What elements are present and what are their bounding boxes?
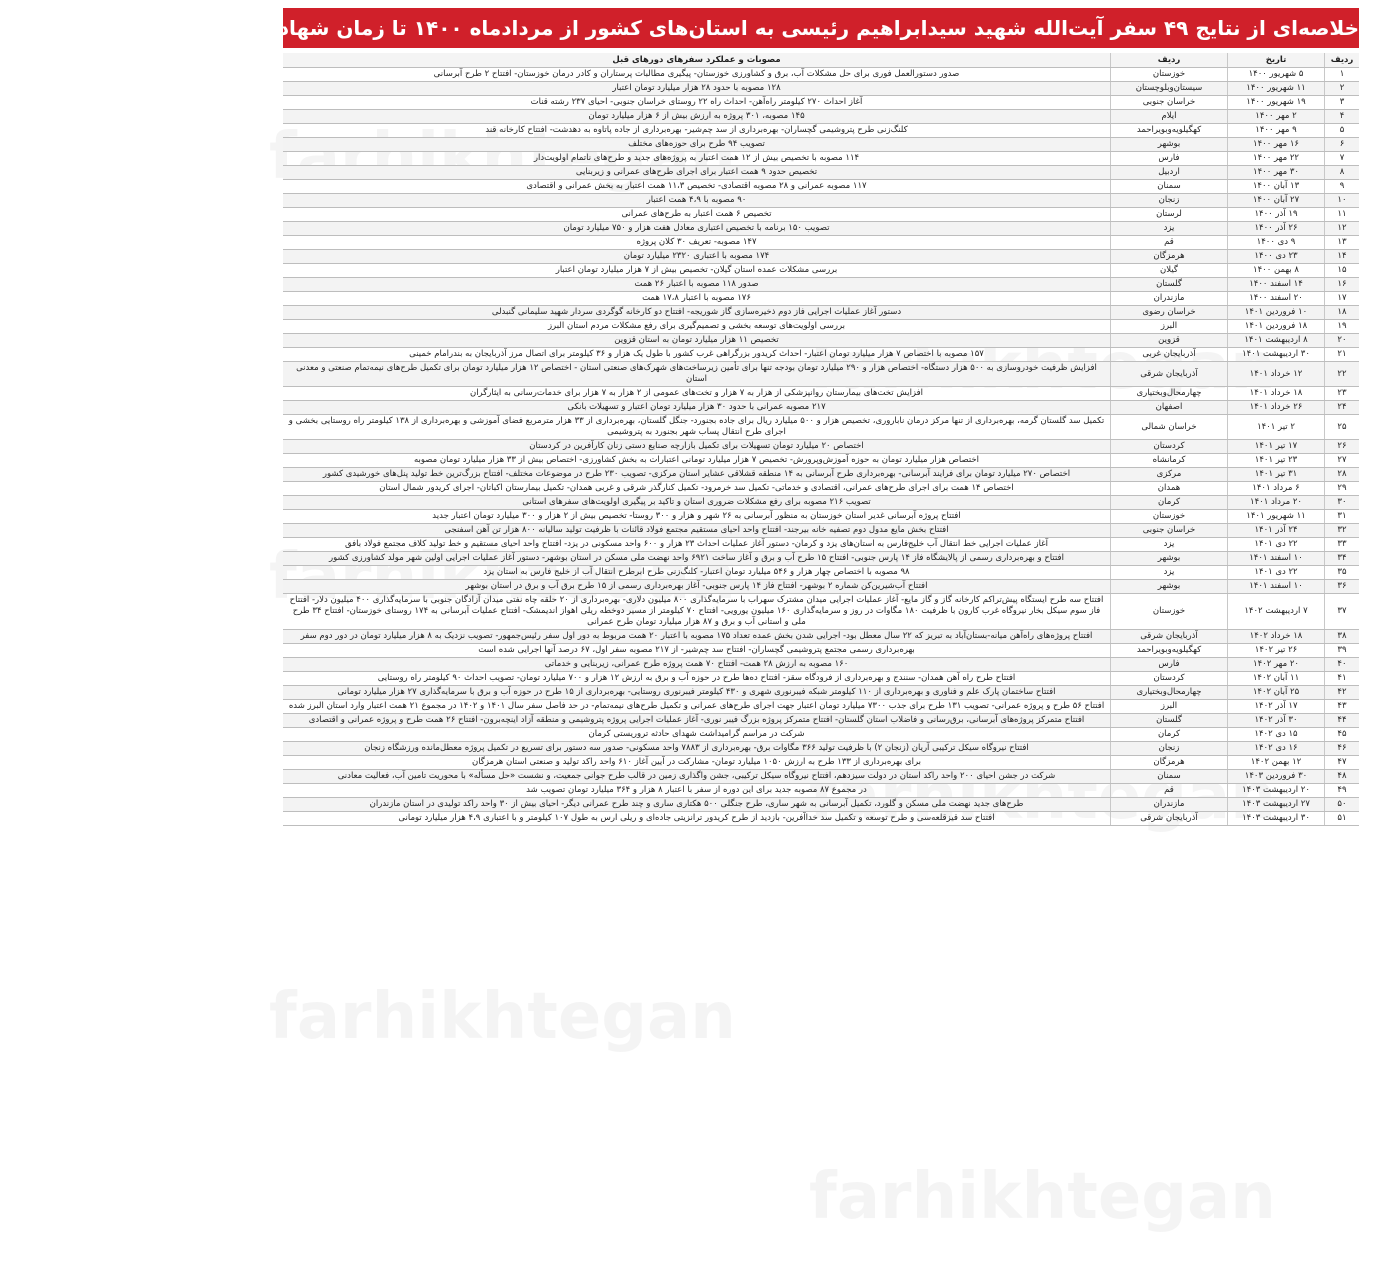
cell-description: افتتاح پروژه آبرسانی غدیر استان خوزستان به منظور آبرسانی به ۲۶ شهر و هزار و ۳۰۰ روستا- تخصیص بیش از ۲ هزار و ۳۰۰ میلیارد تومان اعتبار جدید xyxy=(283,510,1111,524)
cell-description: افتتاح نیروگاه سیکل ترکیبی آریان (زنجان ۲) با ظرفیت تولید ۳۶۶ مگاوات برق- بهره‌برداری از ۷۸۸۳ واحد مسکونی- صدور سه دستور برای تسریع در تکمیل پروژه معطل‌مانده ورزشگاه زنجان xyxy=(283,742,1111,756)
cell-idx: ۲۲ xyxy=(1325,362,1360,387)
cell-province: گیلان xyxy=(1111,264,1228,278)
table-row xyxy=(283,580,1359,594)
cell-date: ۲ مهر ۱۴۰۰ xyxy=(1228,110,1325,124)
cell-date: ۲ تیر ۱۴۰۱ xyxy=(1228,415,1325,440)
cell-province: خوزستان xyxy=(1111,68,1228,82)
cell-description: در مجموع ۸۷ مصوبه جدید برای این دوره از سفر با اعتبار ۸ هزار و ۳۶۴ میلیارد تومان تصویب شد xyxy=(283,784,1111,798)
cell-date: ۱۹ آذر ۱۴۰۰ xyxy=(1228,208,1325,222)
table-row xyxy=(283,454,1359,468)
cell-date: ۳۰ آذر ۱۴۰۲ xyxy=(1228,714,1325,728)
cell-description: افتتاح طرح راه آهن همدان- سنندج و بهره‌برداری از فرودگاه سقز- افتتاح ده‌ها طرح در حوزه آب و برق به ارزش ۱۲ هزار و ۷۰۰ میلیارد تومان- تصویب احداث ۹۰ کیلومتر راه روستایی xyxy=(283,672,1111,686)
table-row xyxy=(283,208,1359,222)
cell-date: ۱۷ تیر ۱۴۰۱ xyxy=(1228,440,1325,454)
table-row xyxy=(283,756,1359,770)
cell-idx: ۳۹ xyxy=(1325,644,1360,658)
cell-description: ۲۱۷ مصوبه عمرانی با حدود ۳۰ هزار میلیارد تومان اعتبار و تسهیلات بانکی xyxy=(283,401,1111,415)
table-row xyxy=(283,672,1359,686)
cell-province: مرکزی xyxy=(1111,468,1228,482)
cell-province: کردستان xyxy=(1111,672,1228,686)
cell-date: ۲۰ مهر ۱۴۰۲ xyxy=(1228,658,1325,672)
cell-description: بررسی اولویت‌های توسعه بخشی و تصمیم‌گیری برای رفع مشکلات مردم استان البرز xyxy=(283,320,1111,334)
cell-province: هرمزگان xyxy=(1111,756,1228,770)
cell-date: ۱۸ خرداد ۱۴۰۱ xyxy=(1228,387,1325,401)
cell-description: بررسی مشکلات عمده استان گیلان- تخصیص بیش از ۷ هزار میلیارد تومان اعتبار xyxy=(283,264,1111,278)
cell-idx: ۳۸ xyxy=(1325,630,1360,644)
watermark xyxy=(269,980,736,1054)
cell-description: صدور ۱۱۸ مصوبه با اعتبار ۲۶ همت xyxy=(283,278,1111,292)
cell-date: ۸ بهمن ۱۴۰۰ xyxy=(1228,264,1325,278)
cell-date: ۳۱ تیر ۱۴۰۱ xyxy=(1228,468,1325,482)
table-row xyxy=(283,770,1359,784)
cell-description: ۱۷۴ مصوبه با اعتباری ۲۳۲۰ میلیارد تومان xyxy=(283,250,1111,264)
cell-description: اختصاص ۲۰ میلیارد تومان تسهیلات برای تکمیل بازارچه صنایع دستی زنان کارآفرین در کردستان xyxy=(283,440,1111,454)
cell-province: خراسان رضوی xyxy=(1111,306,1228,320)
cell-idx: ۳۵ xyxy=(1325,566,1360,580)
cell-date: ۲۶ آذر ۱۴۰۰ xyxy=(1228,222,1325,236)
cell-idx: ۲۹ xyxy=(1325,482,1360,496)
cell-province: گلستان xyxy=(1111,278,1228,292)
cell-idx: ۲۵ xyxy=(1325,415,1360,440)
cell-description: تصویب ۹۴ طرح برای حوزه‌های مختلف xyxy=(283,138,1111,152)
cell-province: کرمان xyxy=(1111,496,1228,510)
cell-date: ۱۷ آذر ۱۴۰۲ xyxy=(1228,700,1325,714)
cell-description: افتتاح ۵۶ طرح و پروژه عمرانی- تصویب ۱۳۱ طرح برای جذب ۷۳۰۰ میلیارد تومان اعتبار جهت اجرای طرح‌های عمرانی و تکمیل طرح‌های نیمه‌تمام- در حد فاصل سفر سال ۱۴۰۱ و ۱۴۰۲ در مجموع ۲۱ همت اعتبار وارد استان البرز شده xyxy=(283,700,1111,714)
cell-description: ۹۸ مصوبه با اختصاص چهار هزار و ۵۴۶ میلیارد تومان اعتبار- کلنگ‌زنی طرح ابرطرح انتقال آب از خلیج فارس به استان یزد xyxy=(283,566,1111,580)
cell-description: تخصیص ۶ همت اعتبار به طرح‌های عمرانی xyxy=(283,208,1111,222)
cell-idx: ۳۶ xyxy=(1325,580,1360,594)
cell-description: افتتاح سه طرح ایستگاه پیش‌تراکم کارخانه گاز و گاز مایع- آغاز عملیات اجرایی میدان مشترک سهراب با سرمایه‌گذاری ۸۰۰ میلیون دلاری- بهره‌برداری از ۲۰ حلقه چاه نفتی میدان آزادگان جنوبی با سرمایه‌گذاری ۴۰۰ میلیون دلار- افتتاح فاز سوم سیکل بخار نیروگاه غرب کارون با ظرفیت ۱۸۰ مگاوات در روز و سرمایه‌گذاری ۱۶۰ میلیون یورویی- افتتاح ۷۰ کیلومتر از مسیر دوخطه ریلی اهواز اندیمشک- افتتاح عملیات آبرسانی به ۱۷۴ روستای خوزستان- افتتاح ۳۴ طرح ملی و استانی آب و برق و ۸۷ هزار میلیارد تومان طرح عمرانی xyxy=(283,594,1111,630)
table-row xyxy=(283,700,1359,714)
cell-province: مازندران xyxy=(1111,798,1228,812)
cell-description: طرح‌های جدید نهضت ملی مسکن و گلورد، تکمیل آبرسانی به شهر ساری، طرح جنگلی ۵۰۰ هکتاری ساری و چند طرح عمرانی دیگر- احیای بیش از ۳۰ واحد راکد تولیدی در استان مازندران xyxy=(283,798,1111,812)
cell-province: البرز xyxy=(1111,700,1228,714)
cell-date: ۲۶ خرداد ۱۴۰۱ xyxy=(1228,401,1325,415)
cell-province: قزوین xyxy=(1111,334,1228,348)
cell-description: ۱۴۷ مصوبه- تعریف ۳۰ کلان پروژه xyxy=(283,236,1111,250)
table-row xyxy=(283,496,1359,510)
cell-idx: ۲۶ xyxy=(1325,440,1360,454)
cell-province: زنجان xyxy=(1111,742,1228,756)
table-row xyxy=(283,110,1359,124)
table-row xyxy=(283,320,1359,334)
cell-description: افتتاح بخش مایع مدول دوم تصفیه خانه بیرجند- افتتاح واحد احیای مستقیم مجتمع فولاد قائنات با ظرفیت تولید سالیانه ۸۰۰ هزار تن آهن اسفنجی xyxy=(283,524,1111,538)
table-row xyxy=(283,658,1359,672)
cell-date: ۱۰ فروردین ۱۴۰۱ xyxy=(1228,306,1325,320)
table-row xyxy=(283,415,1359,440)
cell-province: خراسان جنوبی xyxy=(1111,96,1228,110)
cell-idx: ۱۶ xyxy=(1325,278,1360,292)
table-row xyxy=(283,798,1359,812)
cell-idx: ۱۹ xyxy=(1325,320,1360,334)
cell-idx: ۲۷ xyxy=(1325,454,1360,468)
cell-idx: ۱۰ xyxy=(1325,194,1360,208)
cell-province: کهگیلویه‌وبویراحمد xyxy=(1111,644,1228,658)
table-row xyxy=(283,566,1359,580)
cell-province: کردستان xyxy=(1111,440,1228,454)
table-row xyxy=(283,742,1359,756)
cell-date: ۵ شهریور ۱۴۰۰ xyxy=(1228,68,1325,82)
cell-province: اصفهان xyxy=(1111,401,1228,415)
table-row xyxy=(283,264,1359,278)
cell-idx: ۱۵ xyxy=(1325,264,1360,278)
cell-idx: ۱۸ xyxy=(1325,306,1360,320)
cell-description: ۹۰ مصوبه با ۴،۹ همت اعتبار xyxy=(283,194,1111,208)
cell-province: آذربایجان شرقی xyxy=(1111,630,1228,644)
cell-date: ۱۴ اسفند ۱۴۰۰ xyxy=(1228,278,1325,292)
cell-province: فارس xyxy=(1111,152,1228,166)
cell-date: ۲۲ دی ۱۴۰۱ xyxy=(1228,538,1325,552)
table-row xyxy=(283,524,1359,538)
cell-idx: ۳۷ xyxy=(1325,594,1360,630)
table-row xyxy=(283,306,1359,320)
cell-idx: ۱۴ xyxy=(1325,250,1360,264)
cell-date: ۱۲ خرداد ۱۴۰۱ xyxy=(1228,362,1325,387)
cell-province: چهارمحال‌وبختیاری xyxy=(1111,686,1228,700)
cell-idx: ۳۲ xyxy=(1325,524,1360,538)
cell-date: ۱۱ شهریور ۱۴۰۰ xyxy=(1228,82,1325,96)
header-idx: ردیف xyxy=(1325,53,1360,68)
cell-date: ۲۴ آذر ۱۴۰۱ xyxy=(1228,524,1325,538)
cell-description: کلنگ‌زنی طرح پتروشیمی گچساران- بهره‌برداری از سد چم‌شیر- بهره‌برداری از جاده پاتاوه به دهدشت- افتتاح کارخانه قند xyxy=(283,124,1111,138)
table-row xyxy=(283,401,1359,415)
cell-date: ۳۰ اردیبهشت ۱۴۰۱ xyxy=(1228,348,1325,362)
cell-date: ۸ اردیبهشت ۱۴۰۱ xyxy=(1228,334,1325,348)
cell-province: کرمانشاه xyxy=(1111,454,1228,468)
cell-province: خراسان جنوبی xyxy=(1111,524,1228,538)
cell-date: ۲۰ اردیبهشت ۱۴۰۳ xyxy=(1228,784,1325,798)
cell-province: سمنان xyxy=(1111,770,1228,784)
cell-idx: ۴۶ xyxy=(1325,742,1360,756)
cell-description: افزایش تخت‌های بیمارستان روانپزشکی از هزار به ۷ هزار و تخت‌های عمومی از ۲ هزار به ۷ هزار برای خدمات‌رسانی به ایثارگران xyxy=(283,387,1111,401)
cell-idx: ۹ xyxy=(1325,180,1360,194)
cell-description: اختصاص ۱۴ همت برای اجرای طرح‌های عمرانی، اقتصادی و خدماتی- تکمیل سد خرمرود- تکمیل کنارگذر شرقی و غربی همدان- تکمیل بیمارستان اکباتان- اجرای کریدور شمال استان xyxy=(283,482,1111,496)
cell-description: افتتاح آب‌شیرین‌کن شماره ۲ بوشهر- افتتاح فاز ۱۴ پارس جنوبی- آغاز بهره‌برداری رسمی از ۱۵ طرح برق آب و برق در استان بوشهر xyxy=(283,580,1111,594)
cell-date: ۱۸ خرداد ۱۴۰۲ xyxy=(1228,630,1325,644)
cell-idx: ۵ xyxy=(1325,124,1360,138)
table-row xyxy=(283,714,1359,728)
cell-description: ۱۱۴ مصوبه با تخصیص بیش از ۱۲ همت اعتبار به پروژه‌های جدید و طرح‌های ناتمام اولویت‌دار xyxy=(283,152,1111,166)
cell-description: تصویب ۲۱۶ مصوبه برای رفع مشکلات ضروری استان و تاکید بر پیگیری اولویت‌های سفرهای استانی xyxy=(283,496,1111,510)
table-row xyxy=(283,728,1359,742)
table-row xyxy=(283,387,1359,401)
table-row xyxy=(283,686,1359,700)
table-row xyxy=(283,124,1359,138)
table-row xyxy=(283,68,1359,82)
cell-date: ۱۲ بهمن ۱۴۰۲ xyxy=(1228,756,1325,770)
cell-date: ۲۰ مرداد ۱۴۰۱ xyxy=(1228,496,1325,510)
cell-date: ۱۸ فروردین ۱۴۰۱ xyxy=(1228,320,1325,334)
cell-province: آذربایجان شرقی xyxy=(1111,812,1228,826)
cell-idx: ۳۴ xyxy=(1325,552,1360,566)
cell-province: بوشهر xyxy=(1111,138,1228,152)
table-row xyxy=(283,96,1359,110)
cell-province: یزد xyxy=(1111,222,1228,236)
cell-description: افزایش ظرفیت خودروسازی به ۵۰۰ هزار دستگاه- اختصاص هزار و ۲۹۰ میلیارد تومان بودجه تنها برای تأمین زیرساخت‌های شهرک‌های صنعتی استان - اختصاص ۱۲ هزار میلیارد تومان برای تکمیل طرح‌های نیمه‌تمام صنعتی و معدنی استان xyxy=(283,362,1111,387)
cell-description: ۱۶۰ مصوبه به ارزش ۲۸ همت- افتتاح ۷۰ همت پروژه طرح عمرانی، زیربنایی و خدماتی xyxy=(283,658,1111,672)
cell-idx: ۴۸ xyxy=(1325,770,1360,784)
cell-date: ۹ دی ۱۴۰۰ xyxy=(1228,236,1325,250)
cell-idx: ۴۵ xyxy=(1325,728,1360,742)
cell-idx: ۲۱ xyxy=(1325,348,1360,362)
cell-date: ۲۳ دی ۱۴۰۰ xyxy=(1228,250,1325,264)
table-row xyxy=(283,180,1359,194)
cell-idx: ۵۰ xyxy=(1325,798,1360,812)
cell-description: افتتاح پروژه‌های راه‌آهن میانه-بستان‌آباد به تبریز که ۲۲ سال معطل بود- اجرایی شدن بخش عمده تعداد ۱۷۵ مصوبه با اعتبار ۲۰ همت مربوط به دور اول سفر رئیس‌جمهور- تصویب نزدیک به ۸ هزار میلیارد تومان در دور دوم سفر xyxy=(283,630,1111,644)
cell-description: بهره‌برداری رسمی مجتمع پتروشیمی گچساران- افتتاح سد چم‌شیر- از ۲۱۷ مصوبه سفر اول، ۶۷ درصد آنها اجرایی شده است xyxy=(283,644,1111,658)
trips-table xyxy=(283,53,1359,826)
cell-province: سمنان xyxy=(1111,180,1228,194)
cell-date: ۲۷ اردیبهشت ۱۴۰۳ xyxy=(1228,798,1325,812)
cell-idx: ۲ xyxy=(1325,82,1360,96)
cell-date: ۲۵ آبان ۱۴۰۲ xyxy=(1228,686,1325,700)
table-row xyxy=(283,166,1359,180)
table-row xyxy=(283,278,1359,292)
table-row xyxy=(283,334,1359,348)
cell-date: ۳۰ مهر ۱۴۰۰ xyxy=(1228,166,1325,180)
cell-description: تخصیص حدود ۹ همت اعتبار برای اجرای طرح‌های عمرانی و زیربنایی xyxy=(283,166,1111,180)
table-row xyxy=(283,510,1359,524)
cell-province: قم xyxy=(1111,784,1228,798)
cell-province: یزد xyxy=(1111,538,1228,552)
cell-date: ۱۰ اسفند ۱۴۰۱ xyxy=(1228,552,1325,566)
cell-province: ایلام xyxy=(1111,110,1228,124)
cell-province: لرستان xyxy=(1111,208,1228,222)
cell-province: آذربایجان غربی xyxy=(1111,348,1228,362)
table-row xyxy=(283,82,1359,96)
cell-province: البرز xyxy=(1111,320,1228,334)
cell-idx: ۴۰ xyxy=(1325,658,1360,672)
cell-description: شرکت در مراسم گرامیداشت شهدای حادثه تروریستی کرمان xyxy=(283,728,1111,742)
cell-description: ۱۷۶ مصوبه با اعتبار ۱۷،۸ همت xyxy=(283,292,1111,306)
table-header-row xyxy=(283,53,1359,68)
cell-date: ۱۶ مهر ۱۴۰۰ xyxy=(1228,138,1325,152)
cell-date: ۱۱ آبان ۱۴۰۲ xyxy=(1228,672,1325,686)
header-date: تاریخ xyxy=(1228,53,1325,68)
cell-description: افتتاح و بهره‌برداری رسمی از پالایشگاه فاز ۱۴ پارس جنوبی- افتتاح ۱۵ طرح آب و برق و آغاز ساخت ۶۹۲۱ واحد نهضت ملی مسکن در استان بوشهر- دستور آغاز عملیات اجرایی اولین شهر مولد کشاورزی کشور xyxy=(283,552,1111,566)
cell-description: ۱۴۵ مصوبه، ۳۰۱ پروژه به ارزش بیش از ۶ هزار میلیارد تومان xyxy=(283,110,1111,124)
table-row xyxy=(283,362,1359,387)
cell-date: ۲۶ تیر ۱۴۰۲ xyxy=(1228,644,1325,658)
cell-province: کهگیلویه‌وبویراحمد xyxy=(1111,124,1228,138)
cell-province: مازندران xyxy=(1111,292,1228,306)
cell-date: ۲۰ اسفند ۱۴۰۰ xyxy=(1228,292,1325,306)
cell-idx: ۱۳ xyxy=(1325,236,1360,250)
cell-idx: ۴۴ xyxy=(1325,714,1360,728)
cell-date: ۱۳ آبان ۱۴۰۰ xyxy=(1228,180,1325,194)
cell-description: شرکت در جشن احیای ۲۰۰ واحد راکد استان در دولت سیزدهم، افتتاح نیروگاه سیکل ترکیبی، جشن واگذاری زمین در قالب طرح جوانی جمعیت، و نشست «حل مسأله» با محوریت تامین آب، فعالیت معادنی xyxy=(283,770,1111,784)
cell-idx: ۴۱ xyxy=(1325,672,1360,686)
cell-date: ۱۹ شهریور ۱۴۰۰ xyxy=(1228,96,1325,110)
cell-idx: ۱۲ xyxy=(1325,222,1360,236)
table-row xyxy=(283,440,1359,454)
table-row xyxy=(283,482,1359,496)
cell-province: چهارمحال‌وبختیاری xyxy=(1111,387,1228,401)
table-row xyxy=(283,348,1359,362)
table-row xyxy=(283,468,1359,482)
cell-idx: ۵۱ xyxy=(1325,812,1360,826)
cell-date: ۶ مرداد ۱۴۰۱ xyxy=(1228,482,1325,496)
cell-province: اردبیل xyxy=(1111,166,1228,180)
table-row xyxy=(283,630,1359,644)
cell-description: ۱۵۷ مصوبه با اختصاص ۷ هزار میلیارد تومان اعتبار- احداث کریدور بزرگراهی غرب کشور با طول یک هزار و ۳۶ کیلومتر برای اتصال مرز آذربایجان به بندرامام خمینی xyxy=(283,348,1111,362)
cell-date: ۳۰ فروردین ۱۴۰۳ xyxy=(1228,770,1325,784)
cell-description: افتتاح ساختمان پارک علم و فناوری و بهره‌برداری از ۱۱۰ کیلومتر شبکه فیبرنوری شهری و ۴۳۰ کیلومتر فیبرنوری روستایی- بهره‌برداری از ۱۵ طرح در حوزه آب و برق با سرمایه‌گذاری ۲۷ هزار میلیارد تومانی xyxy=(283,686,1111,700)
cell-province: خوزستان xyxy=(1111,510,1228,524)
cell-description: تخصیص ۱۱ هزار میلیارد تومان به استان قزوین xyxy=(283,334,1111,348)
cell-province: کرمان xyxy=(1111,728,1228,742)
cell-province: هرمزگان xyxy=(1111,250,1228,264)
cell-description: تکمیل سد گلستان گرمه، بهره‌برداری از تنها مرکز درمان ناباروری، تخصیص هزار و ۵۰۰ میلیارد ریال برای جاده بجنورد- جنگل گلستان، بهره‌برداری از ۳۳ هزار مترمربع فضای آموزشی و بهره‌برداری از ۱۳۸ کیلومتر راه روستایی بخشی و اجرای طرح انتقال پساب شهر بجنورد به پتروشیمی xyxy=(283,415,1111,440)
table-row xyxy=(283,194,1359,208)
cell-province: همدان xyxy=(1111,482,1228,496)
cell-date: ۲۳ تیر ۱۴۰۱ xyxy=(1228,454,1325,468)
cell-idx: ۲۴ xyxy=(1325,401,1360,415)
watermark xyxy=(809,1160,1276,1234)
cell-date: ۱۰ اسفند ۱۴۰۱ xyxy=(1228,580,1325,594)
cell-province: بوشهر xyxy=(1111,580,1228,594)
cell-idx: ۳ xyxy=(1325,96,1360,110)
cell-description: ۱۱۷ مصوبه عمرانی و ۲۸ مصوبه اقتصادی- تخصیص ۱۱،۳ همت اعتبار به بخش عمرانی و اقتصادی xyxy=(283,180,1111,194)
cell-date: ۲۲ دی ۱۴۰۱ xyxy=(1228,566,1325,580)
cell-province: زنجان xyxy=(1111,194,1228,208)
cell-description: اختصاص هزار میلیارد تومان به حوزه آموزش‌وپرورش- تخصیص ۷ هزار میلیارد تومانی اعتبارات به بخش کشاورزی- اختصاص بیش از ۳۳ هزار میلیارد تومان مصوبه xyxy=(283,454,1111,468)
cell-idx: ۲۸ xyxy=(1325,468,1360,482)
cell-description: آغاز احداث ۲۷۰ کیلومتر راه‌آهن- احداث راه ۲۲ روستای خراسان جنوبی- احیای ۲۳۷ رشته قنات xyxy=(283,96,1111,110)
cell-date: ۹ مهر ۱۴۰۰ xyxy=(1228,124,1325,138)
cell-province: آذربایجان شرقی xyxy=(1111,362,1228,387)
cell-date: ۲۷ آبان ۱۴۰۰ xyxy=(1228,194,1325,208)
table-row xyxy=(283,222,1359,236)
cell-province: بوشهر xyxy=(1111,552,1228,566)
cell-province: فارس xyxy=(1111,658,1228,672)
page-title: خلاصه‌ای از نتایج ۴۹ سفر آیت‌الله شهید سیدابراهیم رئیسی به استان‌های کشور از مردادماه ۱۴۰۰ تا زمان شهادت در انتهای اردیبهشت ۱۴۰۳ xyxy=(283,8,1359,48)
cell-province: خوزستان xyxy=(1111,594,1228,630)
cell-date: ۲۲ مهر ۱۴۰۰ xyxy=(1228,152,1325,166)
cell-description: برای بهره‌برداری از ۱۳۳ طرح به ارزش ۱۰۵۰ میلیارد تومان- مشارکت در آیین آغاز ۶۱۰ واحد راکد تولید و صنعتی استان هرمزگان xyxy=(283,756,1111,770)
table-row xyxy=(283,552,1359,566)
table-row xyxy=(283,138,1359,152)
cell-idx: ۱۱ xyxy=(1325,208,1360,222)
cell-idx: ۴ xyxy=(1325,110,1360,124)
cell-idx: ۱۷ xyxy=(1325,292,1360,306)
cell-idx: ۴۳ xyxy=(1325,700,1360,714)
cell-description: تصویب ۱۵۰ برنامه با تخصیص اعتباری معادل هفت هزار و ۷۵۰ میلیارد تومان xyxy=(283,222,1111,236)
table-row xyxy=(283,538,1359,552)
header-province: ردیف xyxy=(1111,53,1228,68)
cell-province: یزد xyxy=(1111,566,1228,580)
table-row xyxy=(283,292,1359,306)
table-row xyxy=(283,812,1359,826)
cell-description: دستور آغاز عملیات اجرایی فاز دوم ذخیره‌سازی گاز شوریجه- افتتاح دو کارخانه گوگردی سردار شهید سلیمانی گنبدلی xyxy=(283,306,1111,320)
table-row xyxy=(283,152,1359,166)
cell-description: اختصاص ۲۷۰ میلیارد تومان برای فرایند آبرسانی- بهره‌برداری طرح آبرسانی به ۱۴ منطقه قشلاقی عشایر استان مرکزی- تصویب ۲۳۰ طرح در موضوعات مختلف- افتتاح بزرگ‌ترین خط تولید پنل‌های خورشیدی کشور xyxy=(283,468,1111,482)
cell-date: ۱۶ دی ۱۴۰۲ xyxy=(1228,742,1325,756)
cell-idx: ۲۰ xyxy=(1325,334,1360,348)
cell-idx: ۱ xyxy=(1325,68,1360,82)
cell-date: ۱۱ شهریور ۱۴۰۱ xyxy=(1228,510,1325,524)
cell-idx: ۴۲ xyxy=(1325,686,1360,700)
cell-description: آغاز عملیات اجرایی خط انتقال آب خلیج‌فارس به استان‌های یزد و کرمان- دستور آغاز عملیات احداث ۲۳ هزار و ۶۰۰ واحد مسکونی در یزد- افتتاح واحد احیای مستقیم و خط تولید کلاف مجتمع فولاد بافق xyxy=(283,538,1111,552)
cell-idx: ۸ xyxy=(1325,166,1360,180)
cell-idx: ۳۳ xyxy=(1325,538,1360,552)
table-row xyxy=(283,236,1359,250)
cell-description: افتتاح متمرکز پروژه‌های آبرسانی، برق‌رسانی و فاضلاب استان گلستان- افتتاح متمرکز پروژه بزرگ فیبر نوری- آغاز عملیات اجرایی پروژه پتروشیمی و منطقه آزاد اینچه‌برون- افتتاح ۲۶ همت طرح و پروژه عمرانی و اقتصادی xyxy=(283,714,1111,728)
cell-idx: ۴۷ xyxy=(1325,756,1360,770)
cell-date: ۳۰ اردیبهشت ۱۴۰۳ xyxy=(1228,812,1325,826)
table-row xyxy=(283,784,1359,798)
cell-date: ۷ اردیبهشت ۱۴۰۲ xyxy=(1228,594,1325,630)
cell-idx: ۳۰ xyxy=(1325,496,1360,510)
table-row xyxy=(283,250,1359,264)
cell-date: ۱۵ دی ۱۴۰۲ xyxy=(1228,728,1325,742)
cell-province: خراسان شمالی xyxy=(1111,415,1228,440)
cell-province: گلستان xyxy=(1111,714,1228,728)
table-row xyxy=(283,594,1359,630)
cell-description: صدور دستورالعمل فوری برای حل مشکلات آب، برق و کشاورزی خوزستان- پیگیری مطالبات پرستاران و کادر درمان خوزستان- افتتاح ۲ طرح آبرسانی xyxy=(283,68,1111,82)
cell-idx: ۶ xyxy=(1325,138,1360,152)
cell-idx: ۷ xyxy=(1325,152,1360,166)
cell-description: افتتاح سد قیزقلعه‌سی و طرح توسعه و تکمیل سد خداآفرین- بازدید از طرح کریدور ترانزیتی جاده‌ای و ریلی ارس به طول ۱۰۷ کیلومتر و با اعتباری ۴،۹ هزار میلیارد تومانی xyxy=(283,812,1111,826)
cell-idx: ۳۱ xyxy=(1325,510,1360,524)
cell-province: سیستان‌وبلوچستان xyxy=(1111,82,1228,96)
cell-province: قم xyxy=(1111,236,1228,250)
cell-idx: ۴۹ xyxy=(1325,784,1360,798)
cell-description: ۱۲۸ مصوبه با حدود ۲۸ هزار میلیارد تومان اعتبار xyxy=(283,82,1111,96)
cell-idx: ۲۳ xyxy=(1325,387,1360,401)
table-row xyxy=(283,644,1359,658)
header-description: مصوبات و عملکرد سفرهای دورهای قبل xyxy=(283,53,1111,68)
